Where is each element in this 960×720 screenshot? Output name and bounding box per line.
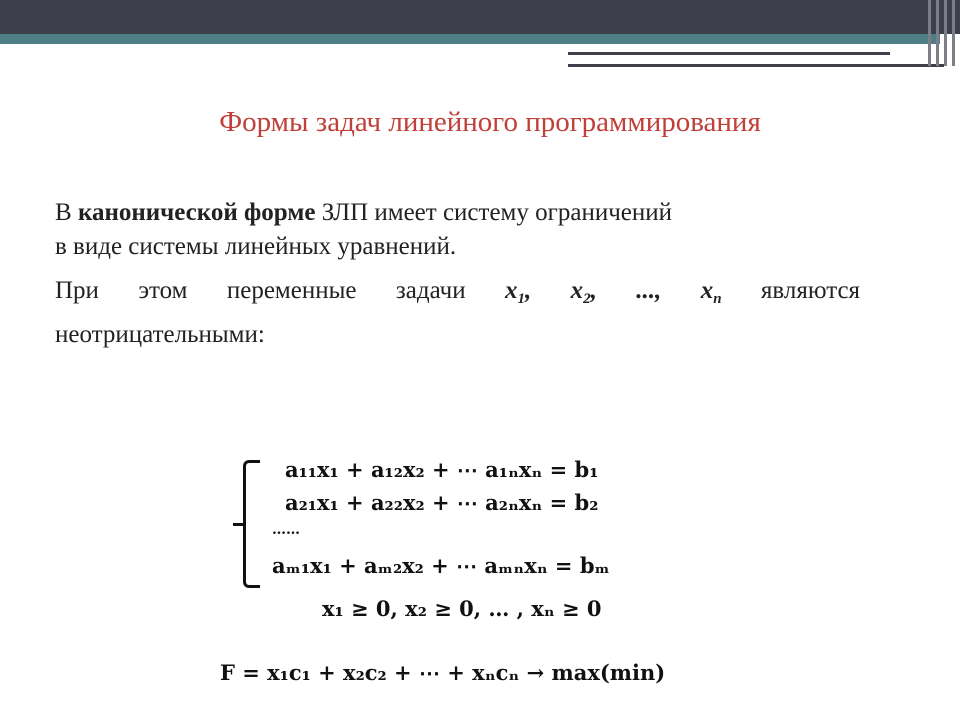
system-brace-top — [243, 460, 260, 529]
objective-function: F = x₁c₁ + x₂c₂ + ⋯ + xₙcₙ → max(min) — [220, 660, 666, 685]
constraint-equation-2: a₂₁x₁ + a₂₂x₂ + ⋯ a₂ₙxₙ = b₂ — [285, 490, 599, 515]
system-brace-bottom — [243, 523, 260, 588]
variable-x2 — [570, 277, 597, 307]
constraint-ellipsis: …… — [272, 522, 300, 538]
term-canonical-form: канонической форме — [77, 199, 316, 226]
decorative-vertical-bar — [936, 0, 939, 66]
paragraph-variables — [55, 274, 860, 316]
var-subscript: n — [713, 291, 722, 307]
var-letter: x — [505, 277, 518, 304]
var-letter: x — [700, 277, 714, 304]
var-subscript: 2 — [583, 291, 591, 307]
paragraph-canonical-form — [55, 196, 860, 264]
constraint-equation-m: aₘ₁x₁ + aₘ₂x₂ + ⋯ aₘₙxₙ = bₘ — [272, 553, 610, 578]
comma: , — [590, 277, 597, 304]
text-fragment: При этом переменные задачи — [55, 277, 506, 304]
decorative-vertical-bar — [944, 0, 947, 66]
variable-x1 — [505, 277, 532, 307]
decorative-line-upper — [568, 52, 890, 55]
var-letter: x — [570, 277, 584, 304]
top-bar — [0, 0, 960, 34]
text-fragment: в виде системы линейных уравнений. — [55, 233, 457, 260]
text-fragment: В — [55, 199, 78, 226]
variable-xn — [700, 277, 722, 307]
decorative-vertical-bar — [952, 0, 955, 66]
decorative-line-lower — [568, 64, 944, 67]
accent-stripe — [0, 34, 940, 44]
nonnegativity-conditions: x₁ ≥ 0, x₂ ≥ 0, … , xₙ ≥ 0 — [322, 596, 602, 621]
comma: , — [525, 277, 532, 304]
var-subscript: 1 — [517, 291, 526, 307]
paragraph-nonnegative: неотрицательными: — [55, 321, 265, 348]
text-fragment: ЗЛП имеет систему ограничений — [315, 199, 673, 226]
ellipsis: ..., — [636, 277, 662, 304]
constraint-equation-1: a₁₁x₁ + a₁₂x₂ + ⋯ a₁ₙxₙ = b₁ — [285, 457, 599, 482]
decorative-vertical-bar — [928, 0, 931, 66]
text-fragment: являются — [721, 277, 861, 304]
slide-title: Формы задач линейного программирования — [219, 106, 761, 138]
